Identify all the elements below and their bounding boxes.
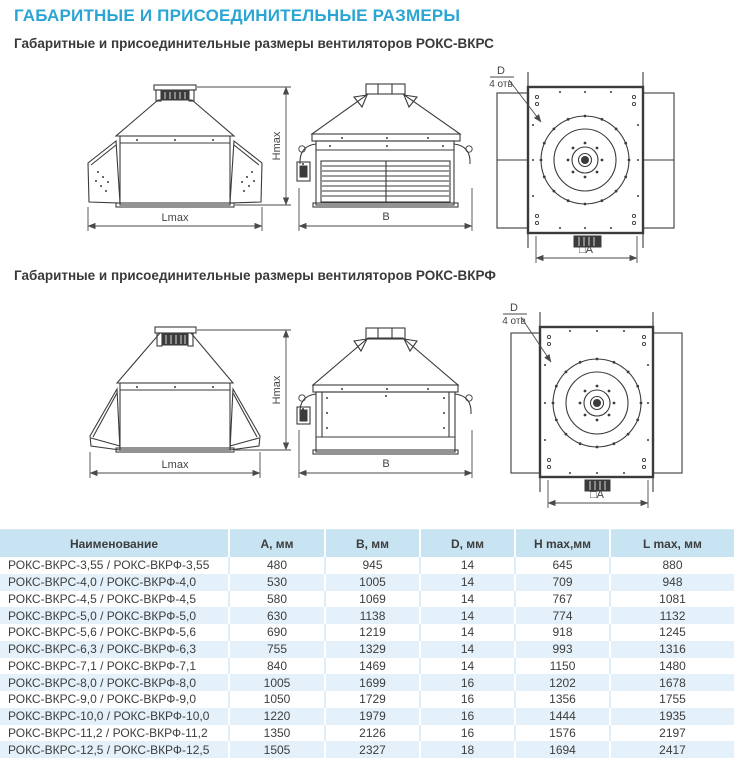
- dimension-value-cell: 1576: [515, 725, 610, 742]
- dimension-value-cell: 1138: [325, 607, 420, 624]
- dimension-value-cell: 1069: [325, 591, 420, 608]
- dimension-value-cell: 1979: [325, 708, 420, 725]
- column-header-hmax: Н max,мм: [515, 530, 610, 558]
- dimension-value-cell: 530: [229, 574, 325, 591]
- vkrs-top-view-drawing: [489, 65, 674, 263]
- dimension-value-cell: 2417: [659, 742, 686, 757]
- vkrf-top-view-drawing: [502, 302, 682, 508]
- column-header-name: Наименование: [0, 530, 229, 558]
- model-name-cell: РОКС-ВКРС-4,5 / РОКС-ВКРФ-4,5: [0, 591, 229, 608]
- table-row: [0, 741, 734, 758]
- dimension-value-cell: 1350: [229, 725, 325, 742]
- table-row: [0, 624, 734, 641]
- model-name-cell: РОКС-ВКРС-5,0 / РОКС-ВКРФ-5,0: [0, 607, 229, 624]
- dimension-value-cell: 18: [420, 741, 515, 758]
- dimension-value-cell: 1005: [229, 674, 325, 691]
- dimension-value-cell: 2126: [325, 725, 420, 742]
- holes-count-label: 4 отв: [489, 79, 513, 90]
- dimension-value-cell: 14: [420, 557, 515, 574]
- table-row: [0, 557, 734, 574]
- column-header-lmax: L max, мм: [610, 530, 734, 558]
- dimension-value-cell: 14: [420, 591, 515, 608]
- vkrs-side-view-drawing: [88, 85, 291, 231]
- model-name-cell: РОКС-ВКРС-4,0 / РОКС-ВКРФ-4,0: [0, 574, 229, 591]
- dimension-value-cell: 1935: [659, 709, 686, 724]
- model-name-cell: РОКС-ВКРС-6,3 / РОКС-ВКРФ-6,3: [0, 641, 229, 658]
- dimension-value-cell: 2197: [659, 725, 686, 740]
- dimension-value-cell: 14: [420, 624, 515, 641]
- dimension-label-d: D: [497, 65, 505, 77]
- vkrf-front-view-drawing: [297, 328, 472, 478]
- model-name-cell: РОКС-ВКРС-8,0 / РОКС-ВКРФ-8,0: [0, 674, 229, 691]
- dimension-value-cell: 14: [420, 658, 515, 675]
- dimension-value-cell: 1245: [659, 625, 686, 640]
- dimension-label-d: D: [510, 302, 518, 314]
- vkrs-front-view-drawing: [297, 84, 472, 231]
- dimension-value-cell: 480: [229, 557, 325, 574]
- table-row: [0, 674, 734, 691]
- dimension-label-lmax: Lmax: [161, 212, 189, 224]
- table-header-row: [0, 530, 734, 558]
- dimension-value-cell: 2327: [325, 741, 420, 758]
- model-name-cell: РОКС-ВКРС-11,2 / РОКС-ВКРФ-11,2: [0, 725, 229, 742]
- dimension-value-cell: 630: [229, 607, 325, 624]
- dimension-value-cell: 580: [229, 591, 325, 608]
- dimension-value-cell: 16: [420, 708, 515, 725]
- dimension-value-cell: 1729: [325, 691, 420, 708]
- column-header-b: В, мм: [325, 530, 420, 558]
- dimension-value-cell: 16: [420, 691, 515, 708]
- dimension-label-hmax: Hmax: [271, 131, 283, 161]
- dimension-value-cell: 1356: [515, 691, 610, 708]
- model-name-cell: РОКС-ВКРС-3,55 / РОКС-ВКРФ-3,55: [0, 557, 229, 574]
- dimension-value-cell: 755: [229, 641, 325, 658]
- table-row: [0, 725, 734, 742]
- model-name-cell: РОКС-ВКРС-10,0 / РОКС-ВКРФ-10,0: [0, 708, 229, 725]
- dimension-label-b: B: [382, 458, 390, 470]
- dimension-label-a: □A: [579, 244, 593, 256]
- table-row: [0, 574, 734, 591]
- vkrf-side-view-drawing: [90, 327, 291, 478]
- dimension-value-cell: 1469: [325, 658, 420, 675]
- dimension-value-cell: 1444: [515, 708, 610, 725]
- dimension-value-cell: 1005: [325, 574, 420, 591]
- dimension-value-cell: 1316: [659, 642, 686, 657]
- dimension-value-cell: 16: [420, 725, 515, 742]
- dimension-value-cell: 1694: [515, 741, 610, 758]
- table-row: [0, 658, 734, 675]
- dimension-value-cell: 1132: [659, 608, 686, 623]
- dimension-value-cell: 880: [662, 558, 683, 573]
- dimension-value-cell: 840: [229, 658, 325, 675]
- dimension-value-cell: 14: [420, 607, 515, 624]
- column-header-d: D, мм: [420, 530, 515, 558]
- page-title: ГАБАРИТНЫЕ И ПРИСОЕДИНИТЕЛЬНЫЕ РАЗМЕРЫ: [14, 6, 461, 25]
- dimension-value-cell: 1699: [325, 674, 420, 691]
- dimension-label-hmax: Hmax: [271, 375, 283, 405]
- dimension-value-cell: 645: [515, 557, 610, 574]
- dimension-value-cell: 1202: [515, 674, 610, 691]
- dimensions-table: [0, 529, 734, 758]
- table-row: [0, 708, 734, 725]
- dimension-label-lmax: Lmax: [161, 459, 189, 471]
- table-row: [0, 641, 734, 658]
- dimension-value-cell: 948: [662, 575, 683, 590]
- dimension-value-cell: 16: [420, 674, 515, 691]
- model-name-cell: РОКС-ВКРС-9,0 / РОКС-ВКРФ-9,0: [0, 691, 229, 708]
- dimension-value-cell: 1329: [325, 641, 420, 658]
- model-name-cell: РОКС-ВКРС-5,6 / РОКС-ВКРФ-5,6: [0, 624, 229, 641]
- dimension-value-cell: 1050: [229, 691, 325, 708]
- dimension-value-cell: 1678: [659, 675, 686, 690]
- table-row: [0, 591, 734, 608]
- dimension-value-cell: 774: [515, 607, 610, 624]
- section-subtitle-vkrf: Габаритные и присоединительные размеры вентиляторов РОКС-ВКРФ: [14, 268, 496, 283]
- dimension-value-cell: 1480: [659, 658, 686, 673]
- column-header-a: А, мм: [229, 530, 325, 558]
- dimension-value-cell: 14: [420, 574, 515, 591]
- dimension-value-cell: 690: [229, 624, 325, 641]
- dimension-value-cell: 1219: [325, 624, 420, 641]
- section-subtitle-vkrs: Габаритные и присоединительные размеры вентиляторов РОКС-ВКРС: [14, 36, 494, 51]
- model-name-cell: РОКС-ВКРС-12,5 / РОКС-ВКРФ-12,5: [0, 741, 229, 758]
- table-row: [0, 607, 734, 624]
- dimension-value-cell: 1150: [515, 658, 610, 675]
- model-name-cell: РОКС-ВКРС-7,1 / РОКС-ВКРФ-7,1: [0, 658, 229, 675]
- dimension-value-cell: 1755: [659, 692, 686, 707]
- dimension-label-b: B: [382, 211, 390, 223]
- dimension-value-cell: 709: [515, 574, 610, 591]
- dimension-value-cell: 945: [325, 557, 420, 574]
- dimension-label-a: □A: [590, 489, 604, 501]
- table-row: [0, 691, 734, 708]
- dimension-value-cell: 1505: [229, 741, 325, 758]
- dimension-value-cell: 767: [515, 591, 610, 608]
- holes-count-label: 4 отв: [502, 316, 526, 327]
- dimension-value-cell: 1081: [659, 591, 686, 606]
- dimension-value-cell: 993: [515, 641, 610, 658]
- dimensions-table-body: [0, 557, 734, 758]
- dimension-value-cell: 918: [515, 624, 610, 641]
- dimension-value-cell: 1220: [229, 708, 325, 725]
- dimension-value-cell: 14: [420, 641, 515, 658]
